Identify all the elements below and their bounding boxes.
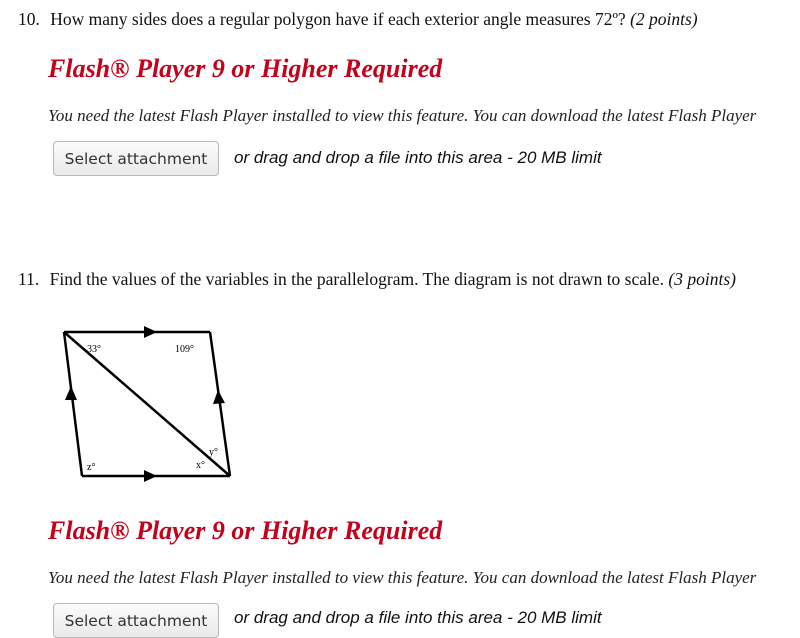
flash-required-description[interactable]: You need the latest Flash Player installed to view this feature. You can download the latest Flash Player: [48, 568, 757, 587]
bottom-side-arrow-icon: [144, 470, 157, 482]
file-drop-area[interactable]: or drag and drop a file into this area - 20 MB limit: [234, 608, 602, 627]
question-11: [18, 269, 736, 290]
question-text: Find the values of the variables in the parallelogram. The diagram is not drawn to scale.: [49, 269, 665, 289]
left-side-arrow-icon: [65, 386, 77, 400]
question-10: [18, 9, 698, 30]
angle-label-bottom-right-y: y°: [209, 447, 218, 458]
question-points: (3 points): [668, 269, 736, 289]
select-attachment-button[interactable]: Select attachment: [53, 141, 219, 176]
flash-required-title: Flash® Player 9 or Higher Required: [48, 516, 443, 545]
angle-label-bottom-left: z°: [87, 462, 96, 473]
question-points: (2 points): [630, 9, 698, 29]
question-number: 10.: [18, 9, 40, 29]
top-side-arrow-icon: [144, 326, 157, 338]
question-number: 11.: [18, 269, 40, 289]
right-side-arrow-icon: [213, 390, 225, 404]
parallelogram-diagram: [60, 322, 240, 484]
angle-label-top-right: 109°: [175, 344, 194, 355]
angle-label-bottom-right-x: x°: [196, 460, 205, 471]
select-attachment-button[interactable]: Select attachment: [53, 603, 219, 638]
file-drop-area[interactable]: or drag and drop a file into this area - 20 MB limit: [234, 148, 602, 167]
angle-label-top-left: 33°: [87, 344, 101, 355]
flash-required-description[interactable]: You need the latest Flash Player installed to view this feature. You can download the latest Flash Player: [48, 106, 757, 125]
question-text: How many sides does a regular polygon have if each exterior angle measures 72º?: [50, 9, 626, 29]
flash-required-title: Flash® Player 9 or Higher Required: [48, 54, 443, 83]
